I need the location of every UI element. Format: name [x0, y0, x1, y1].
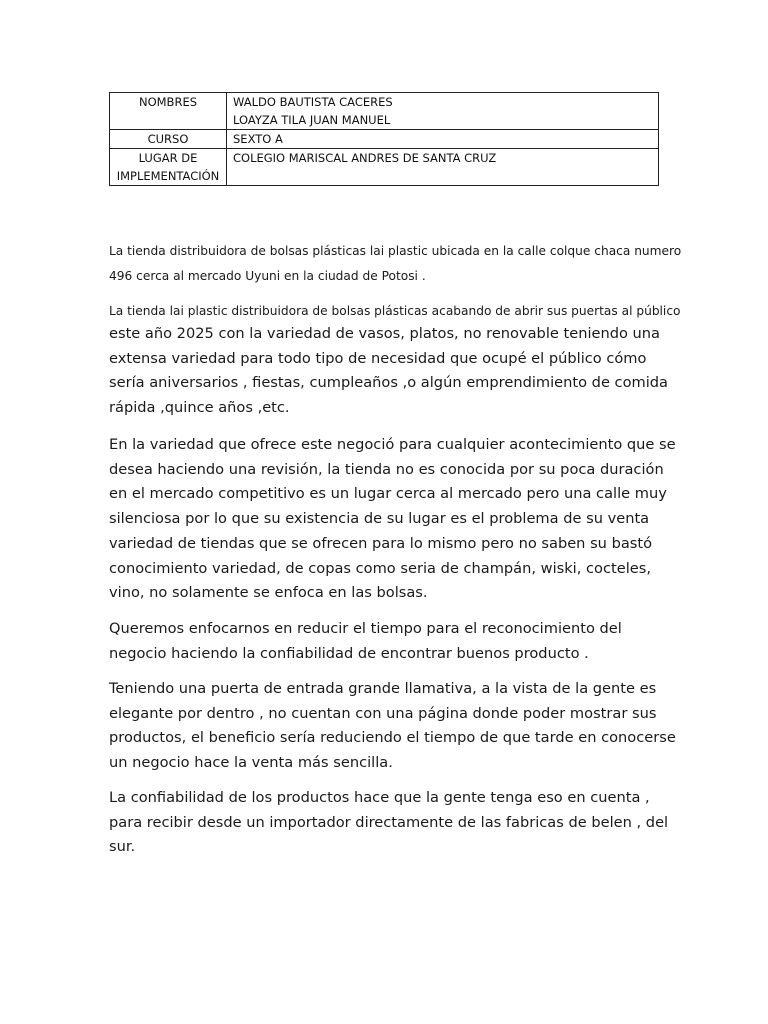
paragraph-line: extensa variedad para todo tipo de necesidad que ocupé el público cómo	[109, 349, 647, 367]
table-cell-value-nombres	[227, 93, 659, 130]
table-value-line: COLEGIO MARISCAL ANDRES DE SANTA CRUZ	[233, 151, 497, 165]
table-cell-label-nombres	[110, 93, 227, 130]
paragraph-line: sur.	[109, 838, 136, 856]
paragraph-line: La tienda lai plastic distribuidora de bolsas plásticas acabando de abrir sus puertas al público	[109, 304, 681, 318]
paragraph-line: silenciosa por lo que su existencia de su lugar es el problema de su venta	[109, 510, 650, 528]
table-value-line: LOAYZA TILA JUAN MANUEL	[233, 113, 391, 127]
table-value-line: SEXTO A	[233, 132, 283, 146]
paragraph-line: La tienda distribuidora de bolsas plásticas lai plastic ubicada en la calle colque chaca numero	[109, 244, 682, 258]
table-label-line: NOMBRES	[138, 95, 198, 109]
paragraph-line: Queremos enfocarnos en reducir el tiempo para el reconocimiento del	[109, 620, 622, 637]
paragraph-line: desea haciendo una revisión, la tienda no es conocida por su poca duración	[109, 460, 664, 478]
paragraph-entrance	[109, 677, 676, 776]
student-info-table	[109, 92, 659, 186]
paragraph-reliability	[109, 786, 669, 860]
paragraph-line: Teniendo una puerta de entrada grande llamativa, a la vista de la gente es	[109, 680, 657, 697]
paragraph-line: para recibir desde un importador directamente de las fabricas de belen , del	[109, 813, 669, 831]
paragraph-line: 496 cerca al mercado Uyuni en la ciudad de Potosi .	[109, 269, 426, 283]
paragraph-line: sería aniversarios , fiestas, cumpleaños ,o algún emprendimiento de comida	[109, 374, 668, 392]
table-label-line: IMPLEMENTACIÓN	[116, 169, 220, 183]
paragraph-line: productos, el beneficio sería reduciendo el tiempo de que tarde en conocerse	[109, 729, 676, 747]
paragraph-line: negocio haciendo la confiabilidad de encontrar buenos producto .	[109, 644, 589, 662]
paragraph-line: La confiabilidad de los productos hace que la gente tenga eso en cuenta ,	[109, 789, 650, 806]
table-cell-label-lugar	[110, 149, 227, 186]
paragraph-line: este año 2025 con la variedad de vasos, platos, no renovable teniendo una	[109, 325, 660, 342]
table-row	[110, 93, 659, 130]
paragraph-line: elegante por dentro , no cuentan con una página donde poder mostrar sus	[109, 704, 657, 722]
paragraph-goal	[109, 617, 669, 666]
table-row	[110, 149, 659, 186]
paragraph-line: un negocio hace la venta más sencilla.	[109, 754, 393, 772]
paragraph-line: vino, no solamente se enfoca en las bolsas.	[109, 584, 428, 602]
paragraph-line: rápida ,quince años ,etc.	[109, 399, 290, 417]
paragraph-store-location	[109, 239, 682, 289]
paragraph-variety	[109, 433, 676, 606]
table-cell-value-lugar	[227, 149, 659, 186]
table-label-line: CURSO	[147, 132, 189, 146]
table-row	[110, 130, 659, 149]
paragraph-line: en el mercado competitivo es un lugar cerca al mercado pero una calle muy	[109, 485, 667, 503]
table-cell-value-curso	[227, 130, 659, 149]
table-label-line: LUGAR DE	[138, 151, 198, 165]
table-cell-label-curso	[110, 130, 227, 149]
table-value-line: WALDO BAUTISTA CACERES	[233, 95, 393, 109]
paragraph-intro-line	[109, 301, 681, 321]
paragraph-line: variedad de tiendas que se ofrecen para lo mismo pero no saben su bastó	[109, 534, 653, 552]
paragraph-line: conocimiento variedad, de copas como seria de champán, wiski, cocteles,	[109, 559, 651, 577]
paragraph-line: En la variedad que ofrece este negoció para cualquier acontecimiento que se	[109, 436, 676, 453]
paragraph-store-opening	[109, 322, 669, 421]
